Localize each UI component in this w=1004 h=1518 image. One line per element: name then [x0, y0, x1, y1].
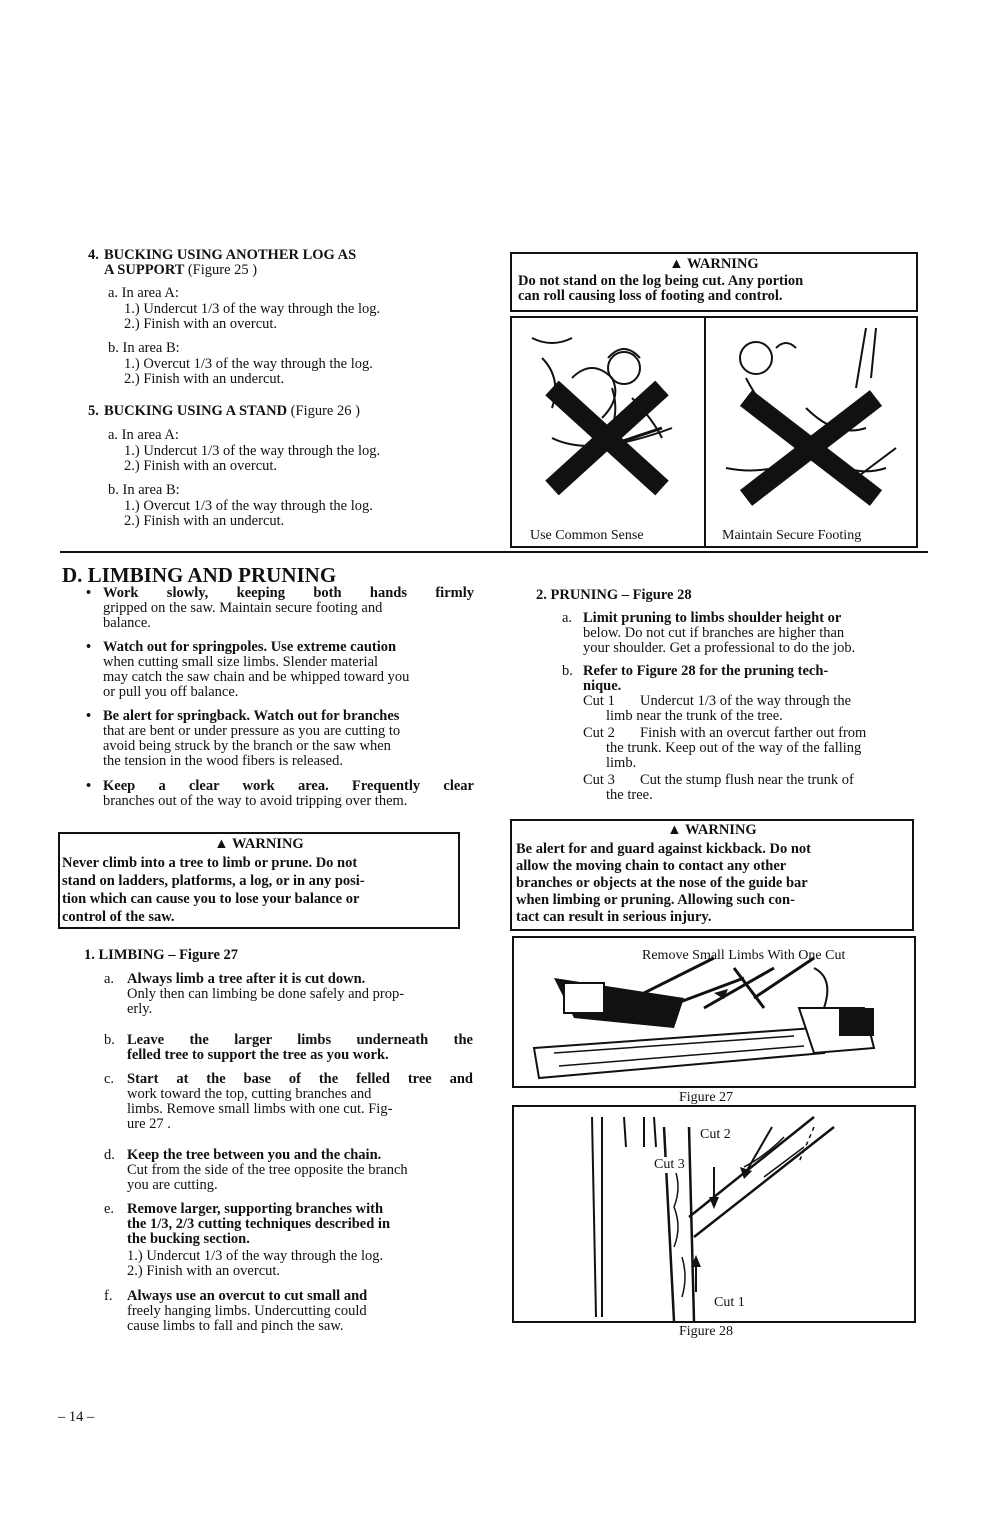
bullet-line: Work slowly, keeping both hands firmly — [103, 585, 474, 601]
warning-line: allow the moving chain to contact any other — [516, 858, 787, 874]
section-divider — [60, 551, 928, 553]
warning-line: Never climb into a tree to limb or prune. Do not — [62, 855, 358, 871]
figure-28-cut3-label: Cut 3 — [654, 1157, 685, 1172]
bullet-line: avoid being struck by the branch or the saw when — [103, 738, 391, 754]
warning-box-climbing — [58, 832, 460, 929]
step-a1: 1.) Undercut 1/3 of the way through the log. — [124, 301, 381, 317]
bullet-icon: • — [86, 708, 92, 724]
bullet-line: gripped on the saw. Maintain secure footing and — [103, 600, 383, 616]
bullet-line: or pull you off balance. — [103, 684, 239, 700]
figure-27-caption: Figure 27 — [679, 1090, 734, 1105]
illustration-secure-footing — [704, 316, 918, 548]
warning-line: can roll causing loss of footing and control. — [518, 288, 783, 304]
caption-maintain-secure-footing: Maintain Secure Footing — [722, 528, 862, 543]
step-b2: 2.) Finish with an undercut. — [124, 513, 285, 529]
step-a2: 2.) Finish with an overcut. — [124, 458, 278, 474]
item-letter: e. — [104, 1201, 115, 1217]
warning-line: control of the saw. — [62, 909, 175, 925]
step-b: b. In area B: — [108, 340, 180, 356]
cut-line: limb near the trunk of the tree. — [606, 708, 783, 724]
item-line: you are cutting. — [127, 1177, 218, 1193]
warning-box-kickback — [510, 819, 914, 931]
item-line: the bucking section. — [127, 1231, 250, 1247]
item-line: felled tree to support the tree as you work. — [127, 1047, 389, 1063]
bullet-line: that are bent or under pressure as you are cutting to — [103, 723, 401, 739]
person-on-log-illustration — [512, 318, 704, 518]
bullet-line: when cutting small size limbs. Slender material — [103, 654, 379, 670]
item-line: Always limb a tree after it is cut down. — [127, 971, 366, 987]
item-letter: f. — [104, 1288, 113, 1304]
section-title: BUCKING USING A STAND (Figure 26 ) — [104, 403, 360, 419]
step-a2: 2.) Finish with an overcut. — [124, 316, 278, 332]
warning-title: ▲ WARNING — [667, 822, 757, 838]
item-line: Keep the tree between you and the chain. — [127, 1147, 382, 1163]
item-line: the 1/3, 2/3 cutting techniques described in — [127, 1216, 391, 1232]
section-heading-limbing-pruning: D. LIMBING AND PRUNING — [62, 563, 337, 587]
item-line: Always use an overcut to cut small and — [127, 1288, 368, 1304]
item-line: your shoulder. Get a professional to do the job. — [583, 640, 856, 656]
item-line: Start at the base of the felled tree and — [127, 1071, 473, 1087]
cut-line: the tree. — [606, 787, 653, 803]
figure-28-cut2-label: Cut 2 — [700, 1127, 731, 1142]
figure-28-cut1-label: Cut 1 — [714, 1295, 745, 1310]
item-line: Remove larger, supporting branches with — [127, 1201, 384, 1217]
person-slipping-illustration — [706, 318, 916, 518]
item-line: Leave the larger limbs underneath the — [127, 1032, 473, 1048]
item-letter: b. — [104, 1032, 115, 1048]
limbing-illustration — [514, 938, 914, 1086]
cut-line: Cut the stump flush near the trunk of — [640, 772, 854, 788]
pruning-title: 2. PRUNING – Figure 28 — [536, 587, 692, 603]
bullet-line: Watch out for springpoles. Use extreme caution — [103, 639, 397, 655]
cut-label: Cut 1 — [583, 693, 615, 709]
illustration-common-sense — [510, 316, 706, 548]
item-line: Limit pruning to limbs shoulder height or — [583, 610, 842, 626]
warning-line: stand on ladders, platforms, a log, or in any posi- — [62, 873, 365, 889]
item-line: work toward the top, cutting branches and — [127, 1086, 372, 1102]
warning-line: Do not stand on the log being cut. Any portion — [518, 273, 804, 289]
cut-line: the trunk. Keep out of the way of the falling — [606, 740, 862, 756]
cut-line: Undercut 1/3 of the way through the — [640, 693, 852, 709]
cut-line: limb. — [606, 755, 637, 771]
bullet-icon: • — [86, 585, 92, 601]
warning-line: Be alert for and guard against kickback. Do not — [516, 841, 811, 857]
bullet-line: may catch the saw chain and be whipped toward you — [103, 669, 410, 685]
cut-label: Cut 3 — [583, 772, 615, 788]
item-line: nique. — [583, 678, 622, 694]
item-line: limbs. Remove small limbs with one cut. Fig- — [127, 1101, 393, 1117]
section-number: 4. — [88, 247, 99, 263]
item-line: freely hanging limbs. Undercutting could — [127, 1303, 367, 1319]
bullet-line: Be alert for springback. Watch out for branches — [103, 708, 400, 724]
section-title: BUCKING USING ANOTHER LOG AS — [104, 247, 357, 263]
item-letter: a. — [562, 610, 573, 626]
bullet-line: branches out of the way to avoid tripping over them. — [103, 793, 408, 809]
bullet-line: the tension in the wood fibers is released. — [103, 753, 343, 769]
warning-box-top — [510, 252, 918, 312]
bullet-icon: • — [86, 639, 92, 655]
warning-title: ▲ WARNING — [214, 836, 304, 852]
bullet-line: balance. — [103, 615, 151, 631]
item-line: Refer to Figure 28 for the pruning tech- — [583, 663, 829, 679]
item-line: below. Do not cut if branches are higher than — [583, 625, 845, 641]
item-line: 2.) Finish with an overcut. — [127, 1263, 281, 1279]
section-title-cont: A SUPPORT (Figure 25 ) — [104, 262, 258, 278]
cut-label: Cut 2 — [583, 725, 615, 741]
warning-line: tact can result in serious injury. — [516, 909, 712, 925]
step-a: a. In area A: — [108, 285, 179, 301]
warning-title: ▲ WARNING — [669, 256, 759, 272]
step-a: a. In area A: — [108, 427, 179, 443]
step-b1: 1.) Overcut 1/3 of the way through the log. — [124, 498, 373, 514]
figure-28-caption: Figure 28 — [679, 1324, 734, 1339]
item-line: Cut from the side of the tree opposite the branch — [127, 1162, 408, 1178]
item-letter: b. — [562, 663, 573, 679]
item-line: Only then can limbing be done safely and prop- — [127, 986, 405, 1002]
step-a1: 1.) Undercut 1/3 of the way through the log. — [124, 443, 381, 459]
figure-28-frame — [512, 1105, 916, 1323]
figure-27-inner-caption: Remove Small Limbs With One Cut — [642, 948, 846, 963]
page-number: – 14 – — [58, 1409, 95, 1425]
item-line: erly. — [127, 1001, 153, 1017]
bullet-line: Keep a clear work area. Frequently clear — [103, 778, 474, 794]
item-letter: c. — [104, 1071, 115, 1087]
item-line: 1.) Undercut 1/3 of the way through the log. — [127, 1248, 384, 1264]
step-b1: 1.) Overcut 1/3 of the way through the log. — [124, 356, 373, 372]
warning-line: tion which can cause you to lose your balance or — [62, 891, 360, 907]
bullet-icon: • — [86, 778, 92, 794]
item-line: ure 27 . — [127, 1116, 171, 1132]
warning-line: when limbing or pruning. Allowing such con- — [516, 892, 795, 908]
item-line: cause limbs to fall and pinch the saw. — [127, 1318, 344, 1334]
step-b: b. In area B: — [108, 482, 180, 498]
cut-line: Finish with an overcut farther out from — [640, 725, 867, 741]
item-letter: d. — [104, 1147, 115, 1163]
step-b2: 2.) Finish with an undercut. — [124, 371, 285, 387]
caption-use-common-sense: Use Common Sense — [530, 528, 644, 543]
limbing-title: 1. LIMBING – Figure 27 — [84, 947, 238, 963]
section-number: 5. — [88, 403, 99, 419]
warning-line: branches or objects at the nose of the guide bar — [516, 875, 808, 891]
item-letter: a. — [104, 971, 115, 987]
figure-27-frame — [512, 936, 916, 1088]
